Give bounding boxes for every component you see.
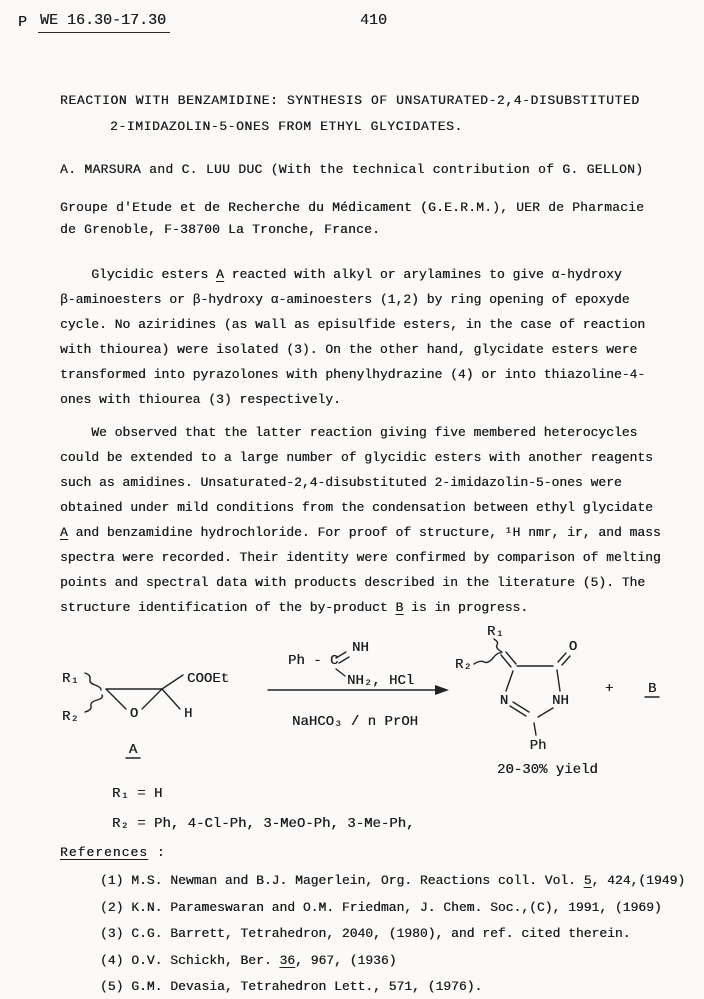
benzamidine-reagent [268, 640, 449, 730]
reactant-r1-label: R₁ [62, 671, 79, 687]
double-bond [339, 657, 349, 663]
reference-item: (4) O.V. Schickh, Ber. 36, 967, (1936) [100, 952, 397, 968]
reactant-r2-label: R₂ [62, 709, 79, 725]
plus-sign: + [605, 681, 614, 697]
bond [162, 689, 180, 709]
title-line-1: REACTION WITH BENZAMIDINE: SYNTHESIS OF UNSATURATED-2,4-DISUBSTITUTED [60, 93, 640, 108]
title-line-2: 2-IMIDAZOLIN-5-ONES FROM ETHYL GLYCIDATES. [110, 119, 463, 134]
reactant-oxygen-label: O [129, 706, 139, 722]
reaction-conditions-label: NaHCO₃ / n PrOH [292, 714, 419, 730]
paragraph-line: transformed into pyrazolones with phenylhydrazine (4) or into thiazoline-4- [60, 367, 646, 382]
bond [538, 708, 553, 717]
reactant-ester-label: COOEt [187, 671, 230, 687]
reagent-phc-label: Ph - C [288, 653, 339, 669]
paragraph-line: Glycidic esters A reacted with alkyl or arylamines to give α-hydroxy [60, 267, 622, 282]
session-code: P [18, 14, 28, 31]
product-ph-label: Ph [529, 738, 547, 754]
reference-item: (3) C.G. Barrett, Tetrahedron, 2040, (1980), and ref. cited therein. [100, 926, 631, 941]
double-bond [558, 653, 566, 662]
wavy-bond [85, 673, 101, 690]
bond [106, 689, 126, 709]
imidazolinone-structure [455, 624, 659, 778]
paragraph-line: β-aminoesters or β-hydroxy α-aminoesters (1,2) by ring opening of epoxyde [60, 292, 630, 307]
paragraph-line: ones with thiourea (3) respectively. [60, 392, 341, 407]
affiliation-line-2: de Grenoble, F-38700 La Tronche, France. [60, 222, 381, 237]
product-oxygen-label: O [568, 639, 578, 655]
bond [142, 689, 162, 709]
r1-definition: R₁ = H [112, 786, 163, 802]
product-r2-label: R₂ [455, 657, 472, 673]
product-n-label: N [499, 693, 509, 709]
bond [506, 671, 513, 691]
paragraph-line: obtained under mild conditions from the condensation between ethyl glycidate [60, 500, 653, 515]
double-bond [562, 656, 570, 665]
paragraph-line: with thiourea) were isolated (3). On the other hand, glycidate esters were [60, 342, 638, 357]
reagent-nh-label: NH [352, 640, 369, 656]
reaction-scheme [0, 612, 704, 782]
affiliation [60, 197, 644, 241]
wavy-bond [85, 695, 102, 712]
session-time: WE 16.30-17.30 [38, 12, 170, 33]
wavy-bond [474, 653, 501, 664]
reference-item: (5) G.M. Devasia, Tetrahedron Lett., 571, (1976). [100, 979, 483, 994]
bond [336, 669, 345, 676]
paragraph-line: such as amidines. Unsaturated-2,4-disubstituted 2-imidazolin-5-ones were [60, 475, 622, 490]
bond [534, 723, 536, 735]
product-r1-label: R₁ [487, 624, 504, 640]
double-bond [510, 706, 526, 716]
references-heading: References : [60, 845, 166, 860]
r2-definition: R₂ = Ph, 4-Cl-Ph, 3-MeO-Ph, 3-Me-Ph, [112, 816, 415, 832]
wavy-bond [494, 639, 502, 652]
compound-a-label: A [128, 742, 138, 758]
reference-item: (1) M.S. Newman and B.J. Magerlein, Org. Reactions coll. Vol. 5, 424,(1949) [100, 873, 686, 888]
paper-title [60, 88, 640, 140]
paragraph-line: points and spectral data with products described in the literature (5). The [60, 575, 646, 590]
affiliation-line-1: Groupe d'Etude et de Recherche du Médicament (G.E.R.M.), UER de Pharmacie [60, 200, 645, 215]
paragraph-line: spectra were recorded. Their identity were confirmed by comparison of melting [60, 550, 661, 565]
authors-line: A. MARSURA and C. LUU DUC (With the technical contribution of G. GELLON) [60, 162, 644, 177]
double-bond [513, 702, 529, 712]
arrowhead [435, 685, 449, 695]
yield-label: 20-30% yield [497, 762, 598, 778]
epoxide-structure [62, 671, 229, 758]
paragraph-line: A and benzamidine hydrochloride. For proof of structure, ¹H nmr, ir, and mass [60, 525, 661, 540]
paragraph-line: cycle. No aziridines (as wall as episulfide esters, in the case of reaction [60, 317, 646, 332]
paragraph-line: We observed that the latter reaction giving five membered heterocycles [60, 425, 638, 440]
paragraph-2 [60, 420, 661, 620]
r-group-definitions [112, 779, 414, 839]
paragraph-1 [60, 262, 645, 412]
paragraph-line: could be extended to a large number of glycidic esters with another reagents [60, 450, 653, 465]
reference-item: (2) K.N. Parameswaran and O.M. Friedman, J. Chem. Soc.,(C), 1991, (1969) [100, 899, 662, 915]
reagent-nh2-hcl-label: NH₂, HCl [347, 673, 415, 689]
product-nh-label: NH [552, 693, 569, 709]
byproduct-b-label: B [648, 681, 657, 697]
bond [557, 670, 560, 691]
page-number: 410 [360, 12, 388, 29]
paragraph-line: structure identification of the by-product B is in progress. [60, 600, 529, 615]
references-list [100, 868, 685, 999]
reactant-hydrogen-label: H [184, 706, 193, 722]
bond [162, 675, 183, 689]
